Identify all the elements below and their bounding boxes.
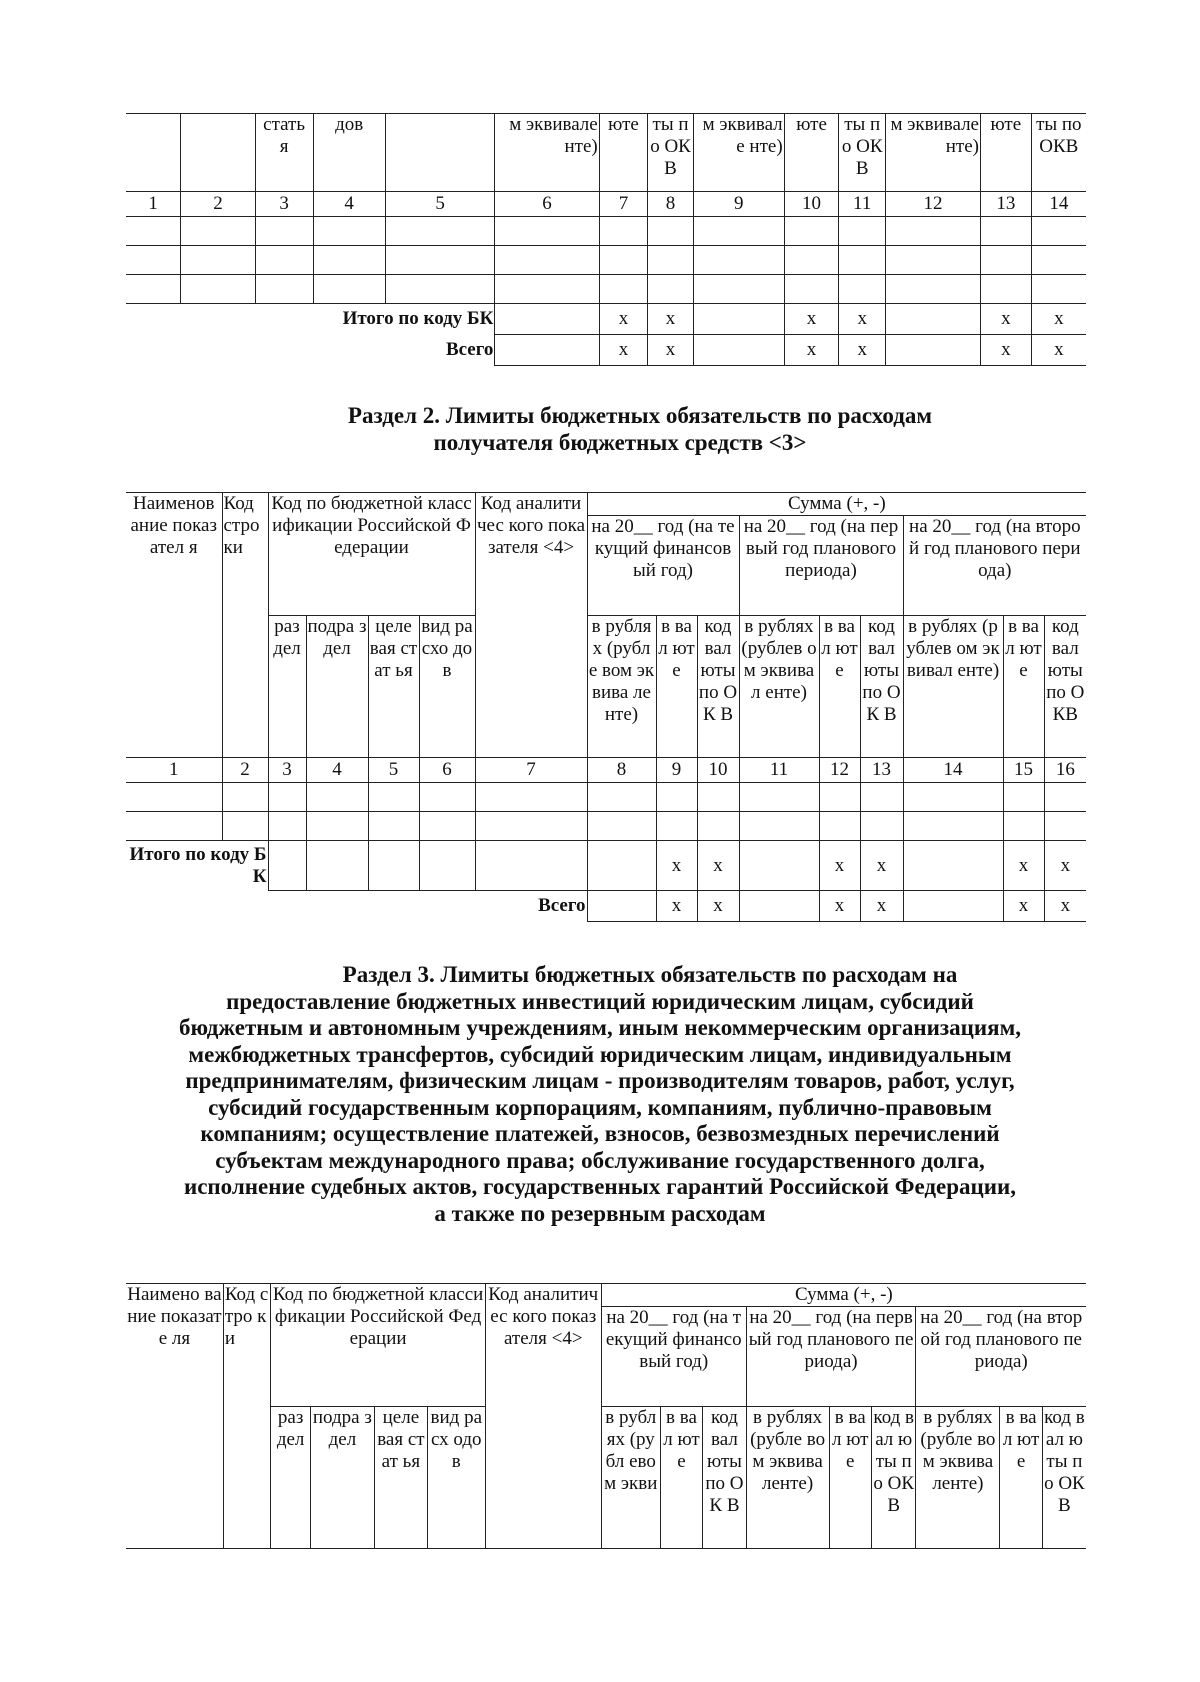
- column-number: 4: [306, 758, 368, 783]
- column-number: 13: [860, 758, 903, 783]
- total-by-code-label: Итого по коду БК: [126, 304, 495, 335]
- table-row-grand-total: [126, 891, 1086, 922]
- column-number: 7: [475, 758, 587, 783]
- section3-title-line: субсидий государственным корпорациям, компаниям, публично-правовым: [208, 1094, 992, 1120]
- section2-title-line2: получателя бюджетных средств <3>: [433, 430, 807, 455]
- x-mark: х: [784, 335, 839, 366]
- grand-total-label: Всего: [126, 891, 587, 922]
- table-row: [126, 783, 1086, 812]
- column-number: 11: [739, 758, 819, 783]
- header-indicator-name: Наимено вание показате ля: [126, 1284, 223, 1549]
- header-currency: в вал юте: [660, 1407, 702, 1549]
- x-mark: х: [839, 304, 886, 335]
- table-cell: [181, 114, 255, 192]
- table-cell: юте: [981, 114, 1032, 192]
- header-year-second: на 20__ год (на второй год планового периода): [916, 1307, 1086, 1407]
- table-section3: [126, 1283, 1086, 1549]
- table-cell: [385, 114, 495, 192]
- column-number: 13: [981, 192, 1032, 217]
- header-currency-code: код вал юты по ОК В: [871, 1407, 916, 1549]
- header-currency: в вал юте: [1000, 1407, 1042, 1549]
- x-mark: х: [599, 304, 648, 335]
- x-mark: х: [981, 335, 1032, 366]
- table-column-numbers-row: [126, 192, 1086, 217]
- header-year-second: на 20__ год (на второй год планового периода): [903, 516, 1086, 616]
- column-number: 6: [419, 758, 475, 783]
- column-number: 3: [255, 192, 313, 217]
- section3-title-line: Раздел 3. Лимиты бюджетных обязательств по расходам на: [342, 962, 958, 987]
- column-number: 15: [1003, 758, 1044, 783]
- column-number: 8: [587, 758, 656, 783]
- header-currency: в вал юте: [819, 616, 860, 758]
- x-mark: х: [1044, 841, 1086, 891]
- header-budget-code: Код по бюджетной классификации Российской Федерации: [268, 493, 475, 616]
- x-mark: х: [1044, 891, 1086, 922]
- section3-title-line: межбюджетных трансфертов, субсидий юридическим лицам, индивидуальным: [188, 1041, 1012, 1067]
- x-mark: х: [1031, 304, 1086, 335]
- table-cell: [126, 114, 181, 192]
- table-header-row: [126, 1284, 1086, 1307]
- column-number: 10: [784, 192, 839, 217]
- x-mark: х: [1031, 335, 1086, 366]
- x-mark: х: [1003, 891, 1044, 922]
- table-row: [126, 246, 1086, 275]
- x-mark: х: [1003, 841, 1044, 891]
- column-number: 10: [697, 758, 739, 783]
- section3-title-line: предоставление бюджетных инвестиций юридическим лицам, субсидий: [226, 988, 974, 1014]
- header-indicator-name: Наименов ание показател я: [126, 493, 222, 758]
- header-section: раз дел: [271, 1407, 310, 1549]
- table-cell: дов: [313, 114, 385, 192]
- header-rubles: в рублях (рубле вом эквива ленте): [916, 1407, 1000, 1549]
- header-analytic-code: Код аналитичес кого показателя <4>: [475, 493, 587, 758]
- table-header-row: [126, 1407, 1086, 1549]
- header-rubles: в рублях (рублев ом эквивал енте): [903, 616, 1003, 758]
- table-row: [126, 812, 1086, 841]
- table-cell: м эквивале нте): [885, 114, 980, 192]
- table-cell: ты по ОКВ: [1031, 114, 1086, 192]
- section3-title-line: бюджетным и автономным учреждениям, иным некоммерческим организациям,: [178, 1015, 1021, 1040]
- column-number: 5: [385, 192, 495, 217]
- header-year-current: на 20__ год (на текущий финансовый год): [601, 1307, 746, 1407]
- column-number: 2: [181, 192, 255, 217]
- x-mark: х: [819, 891, 860, 922]
- x-mark: х: [648, 335, 693, 366]
- header-currency-code: код вал юты по ОК В: [697, 616, 739, 758]
- header-year-current: на 20__ год (на текущий финансовый год): [587, 516, 739, 616]
- column-number: 4: [313, 192, 385, 217]
- table-cell: стать я: [255, 114, 313, 192]
- x-mark: х: [839, 335, 886, 366]
- header-rubles: в рублях (рубле вом эквива ленте): [587, 616, 656, 758]
- table-cell: м эквивале нте): [693, 114, 784, 192]
- header-currency-code: код вал юты по ОК В: [1042, 1407, 1086, 1549]
- header-section: раз дел: [268, 616, 306, 758]
- x-mark: х: [819, 841, 860, 891]
- header-currency: в вал юте: [1003, 616, 1044, 758]
- table-cell: ты по ОКВ: [648, 114, 693, 192]
- x-mark: х: [784, 304, 839, 335]
- header-currency: в вал юте: [656, 616, 697, 758]
- section2-title-line1: Раздел 2. Лимиты бюджетных обязательств по расходам: [347, 403, 933, 428]
- column-number: 8: [648, 192, 693, 217]
- column-number: 9: [656, 758, 697, 783]
- x-mark: х: [599, 335, 648, 366]
- header-target-item: целе вая стат ья: [368, 616, 419, 758]
- column-number: 16: [1044, 758, 1086, 783]
- table-cell: юте: [599, 114, 648, 192]
- grand-total-label: Всего: [126, 335, 495, 366]
- x-mark: х: [648, 304, 693, 335]
- section3-title-line: исполнение судебных актов, государственных гарантий Российской Федерации,: [183, 1174, 1017, 1199]
- section3-title-line: субъектам международного права; обслуживание государственного долга,: [215, 1147, 985, 1173]
- x-mark: х: [656, 891, 697, 922]
- total-by-code-label: Итого по коду БК: [126, 841, 268, 891]
- x-mark: х: [697, 841, 739, 891]
- table-row-total-by-code: [126, 841, 1086, 891]
- column-number: 1: [126, 192, 181, 217]
- column-number: 7: [599, 192, 648, 217]
- header-analytic-code: Код аналитичес кого показателя <4>: [485, 1284, 601, 1549]
- header-year-first: на 20__ год (на первый год планового периода): [746, 1307, 916, 1407]
- table-section1-continuation: [126, 113, 1086, 366]
- table-header-continuation-row: [126, 114, 1086, 192]
- column-number: 14: [1031, 192, 1086, 217]
- section3-title-line: компаниям; осуществление платежей, взносов, безвозмездных перечислений: [200, 1121, 1000, 1146]
- x-mark: х: [656, 841, 697, 891]
- column-number: 1: [126, 758, 222, 783]
- column-number: 3: [268, 758, 306, 783]
- header-currency-code: код вал юты по ОКВ: [1044, 616, 1086, 758]
- header-amount: Сумма (+, -): [601, 1284, 1086, 1307]
- section3-title-line: а также по резервным расходам: [434, 1200, 766, 1226]
- x-mark: х: [860, 841, 903, 891]
- header-expense-type: вид расхо дов: [419, 616, 475, 758]
- table-row: [126, 275, 1086, 304]
- header-currency-code: код вал юты по ОК В: [703, 1407, 746, 1549]
- column-number: 5: [368, 758, 419, 783]
- column-number: 6: [495, 192, 599, 217]
- table-header-row: [126, 616, 1086, 758]
- table-row-total-by-code: [126, 304, 1086, 335]
- header-rubles: в рублях (рублев ом эквивал енте): [739, 616, 819, 758]
- header-subsection: подра здел: [310, 1407, 374, 1549]
- header-line-code: Код стро ки: [223, 1284, 271, 1549]
- table-row: [126, 217, 1086, 246]
- header-rubles: в рублях (рубле вом эквива ленте): [746, 1407, 829, 1549]
- table-cell: м эквивале нте): [495, 114, 599, 192]
- column-number: 2: [222, 758, 268, 783]
- x-mark: х: [697, 891, 739, 922]
- header-currency-code: код вал юты по ОК В: [860, 616, 903, 758]
- table-section2: [126, 492, 1086, 922]
- header-year-first: на 20__ год (на первый год планового периода): [739, 516, 903, 616]
- x-mark: х: [860, 891, 903, 922]
- header-target-item: целе вая стат ья: [374, 1407, 427, 1549]
- table-row-grand-total: [126, 335, 1086, 366]
- column-number: 12: [885, 192, 980, 217]
- header-expense-type: вид расх одов: [427, 1407, 485, 1549]
- table-cell: ты по ОКВ: [839, 114, 886, 192]
- x-mark: х: [981, 304, 1032, 335]
- column-number: 14: [903, 758, 1003, 783]
- header-amount: Сумма (+, -): [587, 493, 1086, 516]
- column-number: 12: [819, 758, 860, 783]
- header-line-code: Код стро ки: [222, 493, 268, 758]
- column-number: 9: [693, 192, 784, 217]
- table-column-numbers-row: [126, 758, 1086, 783]
- header-currency: в вал юте: [829, 1407, 871, 1549]
- header-subsection: подра здел: [306, 616, 368, 758]
- column-number: 11: [839, 192, 886, 217]
- table-header-row: [126, 493, 1086, 516]
- header-budget-code: Код по бюджетной классификации Российской Федерации: [271, 1284, 485, 1407]
- section3-title: [0, 962, 1200, 1227]
- section3-title-line: предпринимателям, физическим лицам - производителям товаров, работ, услуг,: [185, 1068, 1015, 1093]
- table-cell: юте: [784, 114, 839, 192]
- header-rubles: в рубл ях (рубл евом экви: [601, 1407, 660, 1549]
